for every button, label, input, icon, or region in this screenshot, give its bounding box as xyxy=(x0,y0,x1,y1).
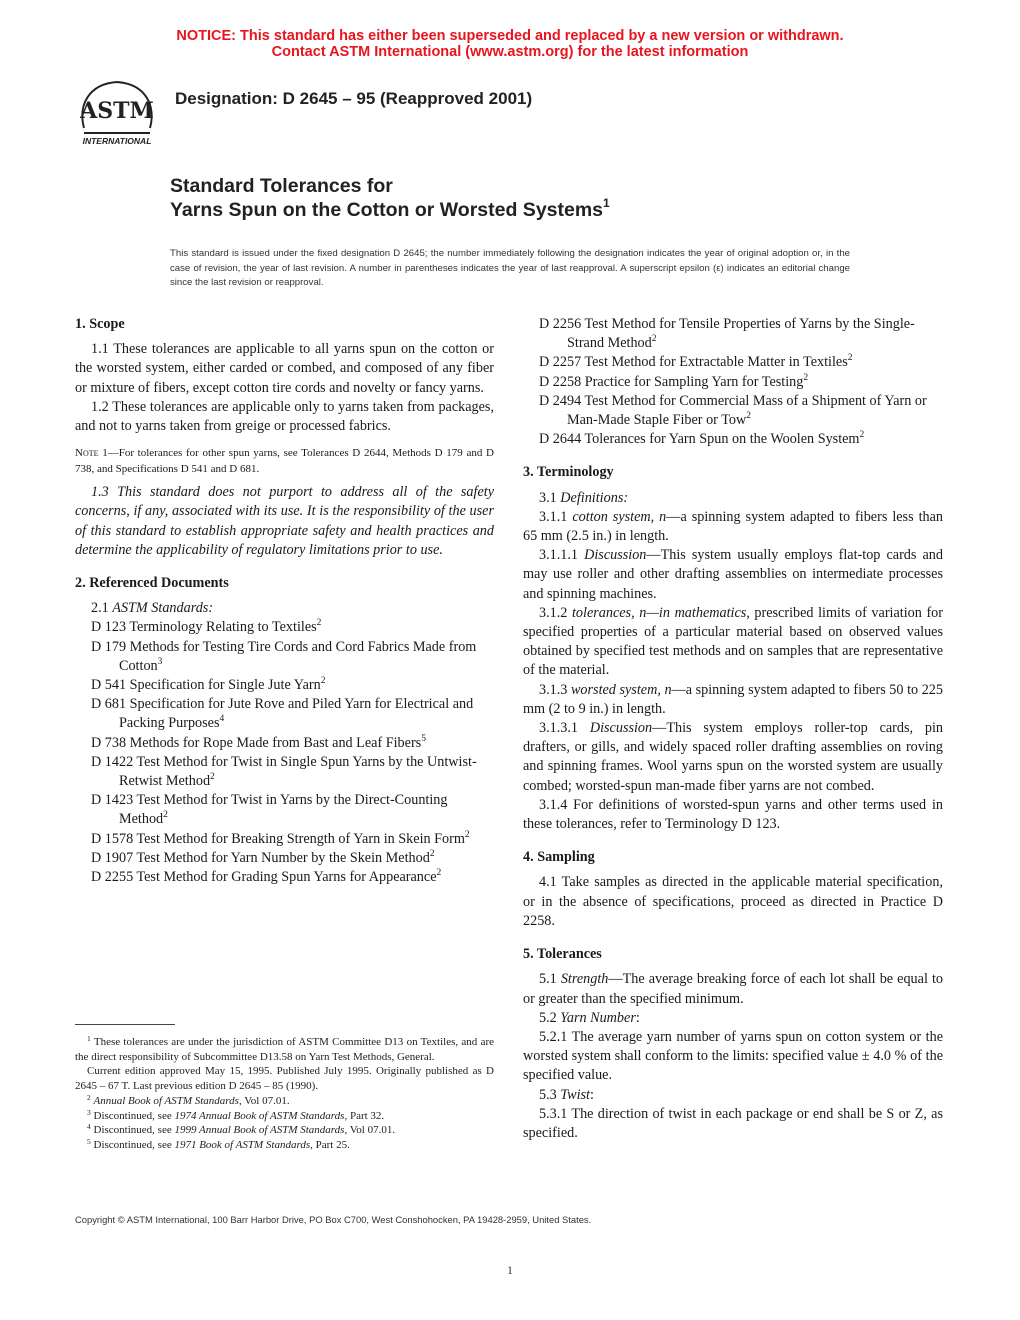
ref-item xyxy=(75,868,494,887)
ref-item xyxy=(75,849,494,868)
term-italic: tolerances, n—in mathematics xyxy=(571,604,747,621)
terminology-heading: 3. Terminology xyxy=(523,464,614,481)
page-number: 1 xyxy=(507,1263,513,1277)
footnote xyxy=(75,1035,494,1064)
tol-5-2 xyxy=(523,1009,943,1028)
tol-5-2-1: 5.2.1 The average yarn number of yarns spun on cotton system or the worsted system shall conform to the limits: specified value ± 4.0 % of the specified value. xyxy=(523,1028,943,1084)
ref-text: D 681 Specification for Jute Rove and Piled Yarn for Electrical and Packing Purposes xyxy=(91,696,474,732)
footnote xyxy=(75,1094,494,1109)
notice-line-2: Contact ASTM International (www.astm.org) for the latest information xyxy=(271,44,749,60)
ref-text: D 123 Terminology Relating to Textiles xyxy=(91,619,317,636)
term-num: 3.1.1 xyxy=(539,508,573,525)
footnote-mark: 5 xyxy=(87,1136,91,1146)
footnote-mark: 4 xyxy=(87,1122,91,1132)
ref-sub-num: 2.1 xyxy=(91,600,113,617)
term-italic: worsted system, n xyxy=(570,681,672,698)
scope-1-2: 1.2 These tolerances are applicable only to yarns taken from packages, and not to yarns taken from greige or processed fabrics. xyxy=(75,398,494,435)
ref-sup: 2 xyxy=(746,411,751,422)
ref-item xyxy=(523,353,943,372)
tol-num: 5.1 xyxy=(539,971,561,988)
footnote-pre: Discontinued, see xyxy=(90,1138,175,1151)
scope-1-3: 1.3 This standard does not purport to address all of the safety concerns, if any, associated with its use. It is the responsibility of the user of this standard to establish appropriate safety and health practices and determine the applicability of regulatory limitations prior to use. xyxy=(75,484,494,558)
ref-sup: 2 xyxy=(429,848,435,859)
footnote-text: , Part 32. xyxy=(344,1109,385,1122)
ref-text: D 541 Specification for Single Jute Yarn xyxy=(91,677,321,694)
astm-logo-text: ASTM xyxy=(80,98,154,124)
term-3-1-3-1 xyxy=(523,719,943,796)
term-3-1-1-1 xyxy=(523,546,943,604)
term-num: 3.1.3.1 xyxy=(539,720,590,737)
note-text: —For tolerances for other spun yarns, see Tolerances D 2644, Methods D 179 and D 738, and Specifications D 541 and D 681. xyxy=(75,447,494,476)
astm-logo-subtext: INTERNATIONAL xyxy=(82,136,152,146)
title-line-2-text: Yarns Spun on the Cotton or Worsted Systems xyxy=(170,199,604,221)
term-3-1-3 xyxy=(523,681,943,719)
left-column xyxy=(75,315,494,887)
footnote xyxy=(75,1123,494,1138)
ref-sup: 4 xyxy=(219,714,225,725)
scope-heading: 1. Scope xyxy=(75,316,125,332)
ref-item xyxy=(75,695,494,733)
footnote-mark: 2 xyxy=(87,1092,91,1102)
footnote-book: 1999 Annual Book of ASTM Standards xyxy=(174,1124,345,1137)
term-3-1-2 xyxy=(523,604,943,681)
right-column xyxy=(523,315,943,1143)
supersede-notice xyxy=(0,28,1020,60)
term-text: —This system employs roller-top cards, pin drafters, or gills, and widely spaced roller drafting assemblies on roving and spinning frames. Wool yarns spun on the worsted system are usually combed; worsted-spun man-made fiber yarns are not combed. xyxy=(523,720,944,794)
footnote-pre: Discontinued, see xyxy=(90,1124,175,1137)
tol-tail: : xyxy=(590,1086,594,1103)
ref-text: D 1423 Test Method for Twist in Yarns by the Direct-Counting Method xyxy=(91,792,448,828)
footnote-text: , Part 25. xyxy=(310,1138,350,1151)
ref-text: D 1422 Test Method for Twist in Single Spun Yarns by the Untwist-Retwist Method xyxy=(91,753,477,790)
tol-num: 5.2 xyxy=(539,1009,561,1026)
tol-5-3 xyxy=(523,1086,943,1105)
ref-text: D 1907 Test Method for Yarn Number by the Skein Method xyxy=(91,849,430,866)
term-text: , prescribed limits of variation for specified properties of a particular material based on observed values obtained by specified test methods and on samples that are representative of the material. xyxy=(523,604,944,679)
tol-num: 5.3 xyxy=(539,1086,561,1103)
term-3-1-4: 3.1.4 For definitions of worsted-spun yarns and other terms used in these tolerances, refer to Terminology D 123. xyxy=(523,796,943,833)
term-italic: cotton system, n xyxy=(572,508,667,525)
footnotes xyxy=(75,1035,494,1153)
copyright-line: Copyright © ASTM International, 100 Barr Harbor Drive, PO Box C700, West Conshohocken, PA 19428-2959, United States. xyxy=(75,1214,592,1225)
notice-line-1: NOTICE: This standard has either been superseded and replaced by a new version or withdrawn. xyxy=(176,28,844,44)
ref-sup: 2 xyxy=(320,676,326,687)
footnote-text: Current edition approved May 15, 1995. Published July 1995. Originally published as D 2645 – 67 T. Last previous edition D 2645 – 85 (1990). xyxy=(75,1065,494,1093)
ref-sup: 2 xyxy=(859,430,865,441)
issuance-statement: This standard is issued under the fixed designation D 2645; the number immediately following the designation indicates the year of original adoption or, in the case of revision, the year of last revision. A number in parentheses indicates the year of last reapproval. A superscript epsilon (ε) indicates an editorial change since the last revision or reapproval. xyxy=(170,248,850,288)
sampling-4-1: 4.1 Take samples as directed in the applicable material specification, or in the absence of specifications, proceed as directed in Practice D 2258. xyxy=(523,874,943,929)
astm-logo xyxy=(74,76,160,148)
ref-item xyxy=(75,830,494,849)
ref-sup: 2 xyxy=(464,829,470,840)
ref-sup: 2 xyxy=(210,772,215,783)
ref-sup: 2 xyxy=(163,810,168,821)
term-3-1 xyxy=(523,489,943,508)
title-line-2 xyxy=(170,198,610,222)
term-italic: Definitions: xyxy=(560,489,629,506)
term-text: —a spinning system adapted to fibers less than 65 mm (2.5 in.) in length. xyxy=(523,508,944,545)
tol-5-3-1: 5.3.1 The direction of twist in each package or end shall be S or Z, as specified. xyxy=(523,1105,943,1141)
footnote-pre: Discontinued, see xyxy=(90,1109,175,1122)
scope-1-1: 1.1 These tolerances are applicable to all yarns spun on the cotton or the worsted system, either carded or combed, and composed of any fiber or mixture of fibers, except cotton tire cords and novelty or fancy yarns. xyxy=(75,341,494,396)
term-text: —a spinning system adapted to fibers 50 to 225 mm (2 to 9 in.) in length. xyxy=(523,681,943,717)
term-num: 3.1.3 xyxy=(539,681,571,698)
tol-italic: Yarn Number xyxy=(560,1009,636,1026)
term-num: 3.1 xyxy=(539,489,561,506)
footnote-mark: 3 xyxy=(87,1107,91,1117)
ref-text: D 738 Methods for Rope Made from Bast and Leaf Fibers xyxy=(91,734,422,751)
footnote-text: These tolerances are under the jurisdiction of ASTM Committee D13 on Textiles, and are the direct responsibility of Subcommittee D13.58 on Yarn Test Methods, General. xyxy=(75,1036,494,1063)
footnote xyxy=(75,1138,494,1153)
footnote-text: , Vol 07.01. xyxy=(344,1124,396,1137)
ref-text: D 2258 Practice for Sampling Yarn for Testing xyxy=(539,373,804,390)
term-italic: Discussion xyxy=(589,720,653,737)
footnote-rule xyxy=(75,1024,175,1025)
tol-italic: Twist xyxy=(560,1086,590,1103)
footnote-mark: 1 xyxy=(87,1034,91,1043)
footnote-book: Annual Book of ASTM Standards xyxy=(93,1094,239,1107)
footnote-book: 1971 Book of ASTM Standards xyxy=(174,1138,311,1151)
sampling-heading: 4. Sampling xyxy=(523,849,595,866)
footnote xyxy=(75,1109,494,1124)
note-label: Note 1 xyxy=(75,447,108,460)
tol-5-1 xyxy=(523,970,943,1008)
term-3-1-1 xyxy=(523,508,943,546)
referenced-documents-heading: 2. Referenced Documents xyxy=(75,575,229,592)
ref-sup: 3 xyxy=(157,656,163,667)
ref-text: D 2644 Tolerances for Yarn Spun on the Woolen System xyxy=(539,431,860,448)
ref-text: D 179 Methods for Testing Tire Cords and Cord Fabrics Made from Cotton xyxy=(91,638,477,674)
ref-text: D 2494 Test Method for Commercial Mass of a Shipment of Yarn or Man-Made Staple Fiber or Tow xyxy=(539,392,927,429)
ref-sup: 5 xyxy=(421,733,426,744)
ref-sup: 2 xyxy=(651,334,657,345)
ref-text: D 2255 Test Method for Grading Spun Yarns for Appearance xyxy=(91,869,437,886)
document-title xyxy=(170,174,610,222)
footnote xyxy=(75,1064,494,1093)
term-italic: Discussion xyxy=(584,547,647,564)
designation: Designation: D 2645 – 95 (Reapproved 2001) xyxy=(175,89,533,108)
ref-item xyxy=(75,676,494,695)
ref-item xyxy=(523,373,943,392)
ref-item xyxy=(75,753,494,791)
ref-text: D 1578 Test Method for Breaking Strength of Yarn in Skein Form xyxy=(91,830,465,847)
ref-sub-label: ASTM Standards: xyxy=(112,600,214,617)
ref-sup: 2 xyxy=(847,353,853,364)
ref-sup: 2 xyxy=(803,372,809,383)
ref-sup: 2 xyxy=(316,618,322,629)
tol-text: —The average breaking force of each lot shall be equal to or greater than the specified minimum. xyxy=(523,971,943,1007)
ref-item xyxy=(523,315,943,353)
ref-text: D 2256 Test Method for Tensile Properties of Yarns by the Single-Strand Method xyxy=(539,316,915,352)
title-line-1: Standard Tolerances for xyxy=(170,175,393,197)
ref-item xyxy=(75,734,494,753)
term-num: 3.1.1.1 xyxy=(539,547,585,564)
referenced-sub-2-1 xyxy=(75,599,494,618)
ref-text: D 2257 Test Method for Extractable Matter in Textiles xyxy=(539,354,848,371)
tol-italic: Strength xyxy=(560,971,609,988)
ref-item xyxy=(75,638,494,676)
ref-sup: 2 xyxy=(436,868,442,879)
scope-note-1 xyxy=(75,445,494,477)
footnote-text: , Vol 07.01. xyxy=(238,1094,290,1107)
ref-item xyxy=(523,392,943,430)
ref-item xyxy=(75,791,494,829)
ref-item xyxy=(75,618,494,637)
footnote-book: 1974 Annual Book of ASTM Standards xyxy=(174,1109,345,1122)
ref-item xyxy=(523,430,943,449)
tol-tail: : xyxy=(635,1009,640,1026)
term-num: 3.1.2 xyxy=(539,604,572,621)
tolerances-heading: 5. Tolerances xyxy=(523,946,602,963)
term-text: —This system usually employs flat-top cards and may use roller and other drafting assemblies on intermediate processes and spinning machines. xyxy=(523,547,943,602)
title-footnote-mark: 1 xyxy=(603,196,610,210)
